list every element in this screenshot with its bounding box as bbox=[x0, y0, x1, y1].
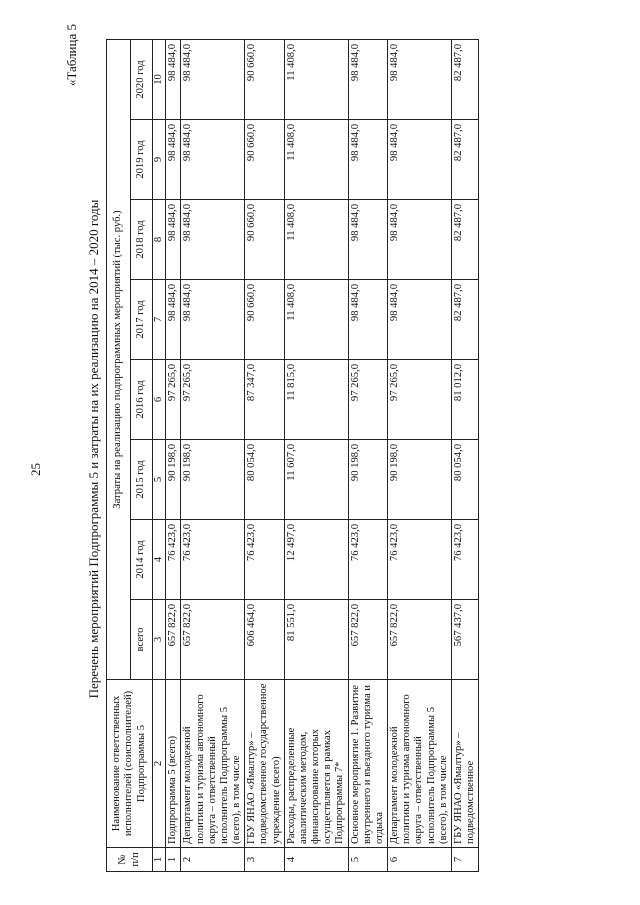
header-year: 2016 год bbox=[131, 360, 153, 440]
row-number: 5 bbox=[348, 848, 388, 872]
column-index-cell: 4 bbox=[153, 520, 166, 600]
row-year-value: 98 484,0 bbox=[181, 40, 245, 120]
column-index-cell: 6 bbox=[153, 360, 166, 440]
row-year-value: 98 484,0 bbox=[348, 40, 388, 120]
row-year-value: 80 054,0 bbox=[451, 440, 478, 520]
row-total-value: 567 437,0 bbox=[451, 600, 478, 680]
row-year-value: 76 423,0 bbox=[348, 520, 388, 600]
table-label: «Таблица 5 bbox=[64, 24, 79, 87]
table-row bbox=[348, 40, 388, 872]
header-total: всего bbox=[131, 600, 153, 680]
row-number: 4 bbox=[284, 848, 348, 872]
row-name: Подпрограмма 5 (всего) bbox=[166, 680, 181, 848]
row-year-value: 90 660,0 bbox=[245, 40, 285, 120]
header-year: 2019 год bbox=[131, 120, 153, 200]
row-year-value: 98 484,0 bbox=[348, 280, 388, 360]
column-index-cell: 10 bbox=[153, 40, 166, 120]
header-year: 2020 год bbox=[131, 40, 153, 120]
row-year-value: 90 660,0 bbox=[245, 280, 285, 360]
column-index-cell: 9 bbox=[153, 120, 166, 200]
table-row bbox=[451, 40, 478, 872]
row-year-value: 98 484,0 bbox=[181, 120, 245, 200]
table-row bbox=[166, 40, 181, 872]
table-row bbox=[245, 40, 285, 872]
row-year-value: 98 484,0 bbox=[166, 120, 181, 200]
row-total-value: 657 822,0 bbox=[166, 600, 181, 680]
row-year-value: 76 423,0 bbox=[388, 520, 452, 600]
row-number: 1 bbox=[166, 848, 181, 872]
row-name: Расходы, распределенные аналитическим методом, финансирование которых осуществляется в рамках Подпрограммы 7* bbox=[284, 680, 348, 848]
header-year: 2014 год bbox=[131, 520, 153, 600]
measures-table bbox=[106, 39, 479, 872]
table-title: Перечень мероприятий Подпрограммы 5 и затраты на их реализацию на 2014 – 2020 годы bbox=[86, 199, 101, 699]
row-year-value: 76 423,0 bbox=[451, 520, 478, 600]
row-year-value: 98 484,0 bbox=[166, 200, 181, 280]
row-year-value: 82 487,0 bbox=[451, 200, 478, 280]
column-index-cell: 2 bbox=[153, 680, 166, 848]
row-year-value: 98 484,0 bbox=[181, 200, 245, 280]
row-year-value: 97 265,0 bbox=[181, 360, 245, 440]
header-no: № п/п bbox=[107, 848, 153, 872]
row-total-value: 606 464,0 bbox=[245, 600, 285, 680]
row-year-value: 76 423,0 bbox=[181, 520, 245, 600]
row-year-value: 98 484,0 bbox=[348, 120, 388, 200]
row-year-value: 98 484,0 bbox=[388, 280, 452, 360]
row-year-value: 90 660,0 bbox=[245, 200, 285, 280]
row-year-value: 11 408,0 bbox=[284, 40, 348, 120]
column-index-row bbox=[153, 40, 166, 872]
row-year-value: 98 484,0 bbox=[388, 200, 452, 280]
row-year-value: 11 408,0 bbox=[284, 200, 348, 280]
header-year: 2018 год bbox=[131, 200, 153, 280]
column-index-cell: 1 bbox=[153, 848, 166, 872]
row-year-value: 90 198,0 bbox=[348, 440, 388, 520]
row-year-value: 98 484,0 bbox=[181, 280, 245, 360]
row-year-value: 98 484,0 bbox=[388, 40, 452, 120]
row-year-value: 11 408,0 bbox=[284, 120, 348, 200]
row-year-value: 82 487,0 bbox=[451, 40, 478, 120]
row-number: 3 bbox=[245, 848, 285, 872]
row-total-value: 81 551,0 bbox=[284, 600, 348, 680]
row-year-value: 90 660,0 bbox=[245, 120, 285, 200]
row-year-value: 76 423,0 bbox=[245, 520, 285, 600]
column-index-cell: 7 bbox=[153, 280, 166, 360]
row-year-value: 98 484,0 bbox=[166, 280, 181, 360]
row-year-value: 82 487,0 bbox=[451, 280, 478, 360]
row-total-value: 657 822,0 bbox=[348, 600, 388, 680]
page-number: 25 bbox=[28, 463, 43, 476]
row-year-value: 81 012,0 bbox=[451, 360, 478, 440]
column-index-cell: 3 bbox=[153, 600, 166, 680]
row-name: Основное мероприятие 1. Развитие внутреннего и въездного туризма и отдыха bbox=[348, 680, 388, 848]
row-year-value: 87 347,0 bbox=[245, 360, 285, 440]
row-name: ГБУ ЯНАО «Ямалтур» – подведомственное государственное учреждение (всего) bbox=[245, 680, 285, 848]
row-name: ГБУ ЯНАО «Ямалтур» – подведомственное bbox=[451, 680, 478, 848]
row-year-value: 12 497,0 bbox=[284, 520, 348, 600]
row-year-value: 97 265,0 bbox=[166, 360, 181, 440]
row-year-value: 97 265,0 bbox=[388, 360, 452, 440]
row-number: 2 bbox=[181, 848, 245, 872]
table-row bbox=[388, 40, 452, 872]
row-year-value: 98 484,0 bbox=[388, 120, 452, 200]
row-number: 7 bbox=[451, 848, 478, 872]
rotated-page-content bbox=[22, 18, 622, 880]
table-row bbox=[284, 40, 348, 872]
row-year-value: 90 198,0 bbox=[166, 440, 181, 520]
row-year-value: 11 815,0 bbox=[284, 360, 348, 440]
row-year-value: 82 487,0 bbox=[451, 120, 478, 200]
column-index-cell: 5 bbox=[153, 440, 166, 520]
row-total-value: 657 822,0 bbox=[181, 600, 245, 680]
row-year-value: 98 484,0 bbox=[348, 200, 388, 280]
row-year-value: 90 198,0 bbox=[388, 440, 452, 520]
header-year: 2017 год bbox=[131, 280, 153, 360]
header-name: Наименование ответственных исполнителей (соисполнителей) Подпрограммы 5 bbox=[107, 680, 153, 848]
header-costs: Затраты на реализацию подпрограммных мероприятий (тыс. руб.) bbox=[107, 40, 131, 680]
row-total-value: 657 822,0 bbox=[388, 600, 452, 680]
row-year-value: 90 198,0 bbox=[181, 440, 245, 520]
row-number: 6 bbox=[388, 848, 452, 872]
row-year-value: 11 607,0 bbox=[284, 440, 348, 520]
table-row bbox=[181, 40, 245, 872]
row-year-value: 98 484,0 bbox=[166, 40, 181, 120]
row-year-value: 80 054,0 bbox=[245, 440, 285, 520]
row-name: Департамент молодежной политики и туризма автономного округа – ответственный исполнитель Подпрограммы 5 (всего), в том числе bbox=[181, 680, 245, 848]
row-year-value: 11 408,0 bbox=[284, 280, 348, 360]
header-year: 2015 год bbox=[131, 440, 153, 520]
row-year-value: 97 265,0 bbox=[348, 360, 388, 440]
row-year-value: 76 423,0 bbox=[166, 520, 181, 600]
row-name: Департамент молодежной политики и туризма автономного округа – ответственный исполнитель Подпрограммы 5 (всего), в том числе bbox=[388, 680, 452, 848]
column-index-cell: 8 bbox=[153, 200, 166, 280]
